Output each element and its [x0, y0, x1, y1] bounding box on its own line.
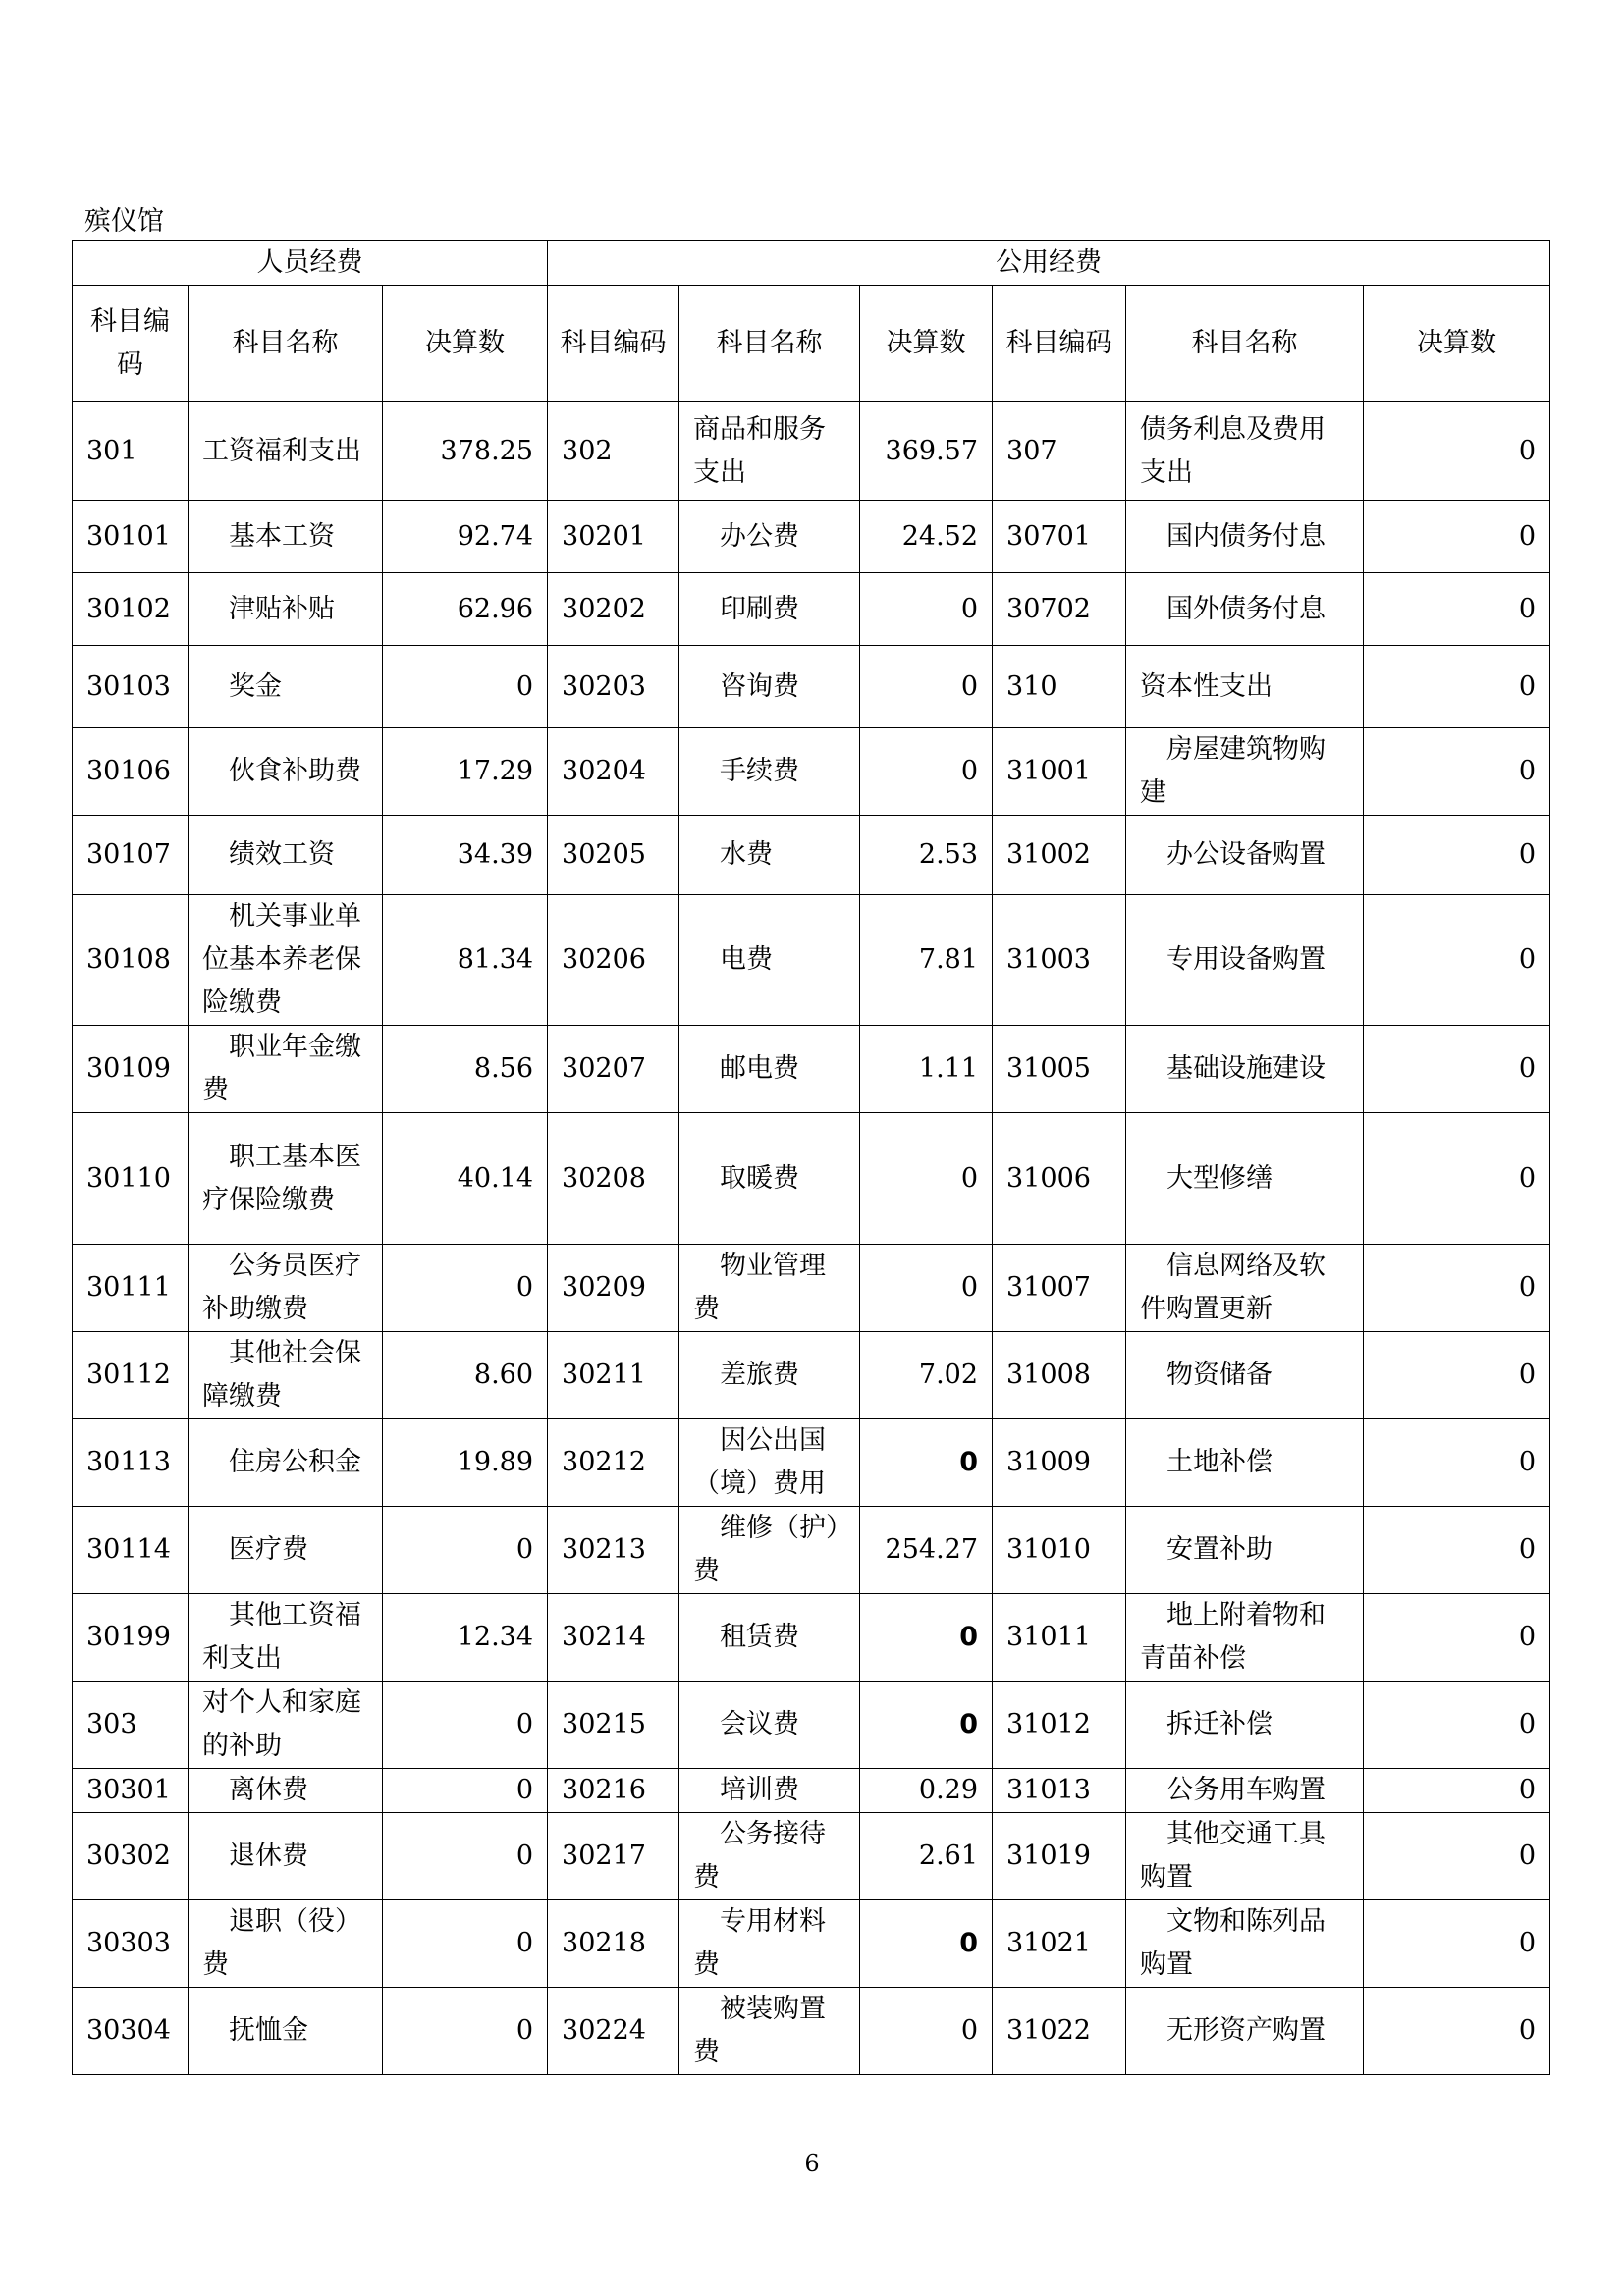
- amount-value: 24.52: [860, 501, 993, 573]
- subject-name: 资本性支出: [1126, 646, 1364, 728]
- header-code-2: 科目编码: [548, 286, 679, 402]
- subject-name: 差旅费: [679, 1332, 860, 1419]
- subject-name: 办公设备购置: [1126, 816, 1364, 895]
- subject-code: 30114: [73, 1507, 189, 1594]
- subject-name: 文物和陈列品购置: [1126, 1900, 1364, 1988]
- subject-code: 30218: [548, 1900, 679, 1988]
- subject-name: 无形资产购置: [1126, 1988, 1364, 2075]
- amount-value: 0: [383, 1682, 548, 1769]
- subject-code: 307: [993, 402, 1126, 501]
- subject-code: 30109: [73, 1026, 189, 1113]
- amount-value: 378.25: [383, 402, 548, 501]
- subject-name: 工资福利支出: [189, 402, 383, 501]
- subject-name: 信息网络及软件购置更新: [1126, 1245, 1364, 1332]
- subject-code: 31005: [993, 1026, 1126, 1113]
- subject-name: 公务用车购置: [1126, 1769, 1364, 1813]
- subject-code: 30206: [548, 895, 679, 1026]
- subject-name: 国内债务付息: [1126, 501, 1364, 573]
- amount-value: 0: [860, 1594, 993, 1682]
- subject-code: 30212: [548, 1419, 679, 1507]
- amount-value: 0: [1364, 573, 1550, 646]
- subject-name: 手续费: [679, 728, 860, 816]
- amount-value: 0: [1364, 501, 1550, 573]
- table-row: [73, 728, 1550, 816]
- subject-name: 大型修缮: [1126, 1113, 1364, 1245]
- header-name-1: 科目名称: [189, 286, 383, 402]
- table-row: [73, 1988, 1550, 2075]
- amount-value: 0: [860, 1682, 993, 1769]
- subject-code: 30203: [548, 646, 679, 728]
- subject-code: 30101: [73, 501, 189, 573]
- amount-value: 0.29: [860, 1769, 993, 1813]
- subject-name: 抚恤金: [189, 1988, 383, 2075]
- table-row: [73, 646, 1550, 728]
- amount-value: 0: [1364, 1594, 1550, 1682]
- subject-name: 被装购置费: [679, 1988, 860, 2075]
- header-name-2: 科目名称: [679, 286, 860, 402]
- subject-name: 职业年金缴费: [189, 1026, 383, 1113]
- table-row: [73, 816, 1550, 895]
- subject-code: 30207: [548, 1026, 679, 1113]
- page-number: 6: [804, 2150, 820, 2177]
- subject-name: 公务接待费: [679, 1813, 860, 1900]
- amount-value: 0: [383, 1813, 548, 1900]
- subject-name: 因公出国（境）费用: [679, 1419, 860, 1507]
- subject-code: 30301: [73, 1769, 189, 1813]
- subject-code: 30112: [73, 1332, 189, 1419]
- subject-name: 土地补偿: [1126, 1419, 1364, 1507]
- table-row: [73, 501, 1550, 573]
- amount-value: 2.61: [860, 1813, 993, 1900]
- table-row: [73, 1419, 1550, 1507]
- amount-value: 92.74: [383, 501, 548, 573]
- amount-value: 40.14: [383, 1113, 548, 1245]
- subject-name: 退职（役）费: [189, 1900, 383, 1988]
- subject-code: 310: [993, 646, 1126, 728]
- amount-value: 62.96: [383, 573, 548, 646]
- subject-name: 离休费: [189, 1769, 383, 1813]
- subject-name: 电费: [679, 895, 860, 1026]
- subject-code: 31003: [993, 895, 1126, 1026]
- table-row: [73, 1594, 1550, 1682]
- subject-name: 商品和服务支出: [679, 402, 860, 501]
- amount-value: 0: [1364, 1419, 1550, 1507]
- amount-value: 0: [1364, 1900, 1550, 1988]
- table-row: [73, 1813, 1550, 1900]
- subject-code: 30214: [548, 1594, 679, 1682]
- amount-value: 0: [860, 1988, 993, 2075]
- subject-code: 30213: [548, 1507, 679, 1594]
- subject-name: 专用材料费: [679, 1900, 860, 1988]
- subject-name: 租赁费: [679, 1594, 860, 1682]
- subject-code: 30106: [73, 728, 189, 816]
- amount-value: 8.60: [383, 1332, 548, 1419]
- subject-name: 印刷费: [679, 573, 860, 646]
- header-amount-2: 决算数: [860, 286, 993, 402]
- subject-name: 绩效工资: [189, 816, 383, 895]
- amount-value: 12.34: [383, 1594, 548, 1682]
- subject-name: 其他工资福利支出: [189, 1594, 383, 1682]
- subject-name: 伙食补助费: [189, 728, 383, 816]
- subject-name: 其他社会保障缴费: [189, 1332, 383, 1419]
- amount-value: 7.02: [860, 1332, 993, 1419]
- subject-code: 302: [548, 402, 679, 501]
- amount-value: 0: [1364, 1988, 1550, 2075]
- amount-value: 0: [860, 573, 993, 646]
- subject-code: 30701: [993, 501, 1126, 573]
- subject-code: 30199: [73, 1594, 189, 1682]
- subject-code: 31010: [993, 1507, 1126, 1594]
- subject-name: 地上附着物和青苗补偿: [1126, 1594, 1364, 1682]
- amount-value: 0: [383, 1245, 548, 1332]
- subject-code: 30108: [73, 895, 189, 1026]
- subject-code: 301: [73, 402, 189, 501]
- subject-name: 水费: [679, 816, 860, 895]
- table-row: [73, 1245, 1550, 1332]
- subject-name: 物资储备: [1126, 1332, 1364, 1419]
- subject-code: 30303: [73, 1900, 189, 1988]
- table-row: [73, 402, 1550, 501]
- subject-code: 30216: [548, 1769, 679, 1813]
- subject-code: 30302: [73, 1813, 189, 1900]
- group-personnel: 人员经费: [73, 241, 548, 286]
- subject-code: 30103: [73, 646, 189, 728]
- subject-code: 30202: [548, 573, 679, 646]
- subject-name: 津贴补贴: [189, 573, 383, 646]
- table-row: [73, 1900, 1550, 1988]
- amount-value: 34.39: [383, 816, 548, 895]
- subject-code: 30110: [73, 1113, 189, 1245]
- subject-name: 办公费: [679, 501, 860, 573]
- subject-code: 31012: [993, 1682, 1126, 1769]
- subject-name: 咨询费: [679, 646, 860, 728]
- amount-value: 0: [1364, 816, 1550, 895]
- subject-name: 邮电费: [679, 1026, 860, 1113]
- header-code-3: 科目编码: [993, 286, 1126, 402]
- amount-value: 0: [383, 1900, 548, 1988]
- subject-code: 31019: [993, 1813, 1126, 1900]
- amount-value: 0: [1364, 1682, 1550, 1769]
- subject-code: 30205: [548, 816, 679, 895]
- subject-name: 职工基本医疗保险缴费: [189, 1113, 383, 1245]
- subject-name: 基本工资: [189, 501, 383, 573]
- table-row: [73, 573, 1550, 646]
- amount-value: 0: [383, 1988, 548, 2075]
- subject-code: 31006: [993, 1113, 1126, 1245]
- expenditure-table: [72, 240, 1550, 2075]
- subject-code: 30113: [73, 1419, 189, 1507]
- subject-name: 对个人和家庭的补助: [189, 1682, 383, 1769]
- org-name: 殡仪馆: [84, 206, 164, 237]
- amount-value: 0: [860, 1900, 993, 1988]
- subject-code: 303: [73, 1682, 189, 1769]
- amount-value: 0: [1364, 1507, 1550, 1594]
- subject-name: 奖金: [189, 646, 383, 728]
- subject-name: 机关事业单位基本养老保险缴费: [189, 895, 383, 1026]
- subject-code: 30217: [548, 1813, 679, 1900]
- amount-value: 8.56: [383, 1026, 548, 1113]
- subject-name: 住房公积金: [189, 1419, 383, 1507]
- subject-code: 31021: [993, 1900, 1126, 1988]
- amount-value: 0: [1364, 895, 1550, 1026]
- subject-name: 会议费: [679, 1682, 860, 1769]
- amount-value: 0: [1364, 646, 1550, 728]
- header-amount-3: 决算数: [1364, 286, 1550, 402]
- table-row: [73, 1682, 1550, 1769]
- subject-name: 房屋建筑物购建: [1126, 728, 1364, 816]
- subject-code: 30215: [548, 1682, 679, 1769]
- subject-code: 31001: [993, 728, 1126, 816]
- amount-value: 17.29: [383, 728, 548, 816]
- amount-value: 0: [1364, 1026, 1550, 1113]
- subject-name: 维修（护）费: [679, 1507, 860, 1594]
- subject-name: 物业管理费: [679, 1245, 860, 1332]
- subject-name: 医疗费: [189, 1507, 383, 1594]
- subject-name: 其他交通工具购置: [1126, 1813, 1364, 1900]
- subject-code: 30209: [548, 1245, 679, 1332]
- header-amount-1: 决算数: [383, 286, 548, 402]
- subject-name: 安置补助: [1126, 1507, 1364, 1594]
- subject-code: 30304: [73, 1988, 189, 2075]
- subject-name: 专用设备购置: [1126, 895, 1364, 1026]
- amount-value: 0: [860, 1419, 993, 1507]
- amount-value: 0: [1364, 1813, 1550, 1900]
- subject-code: 30201: [548, 501, 679, 573]
- amount-value: 0: [860, 1113, 993, 1245]
- amount-value: 0: [860, 1245, 993, 1332]
- subject-code: 30102: [73, 573, 189, 646]
- subject-code: 30107: [73, 816, 189, 895]
- amount-value: 0: [1364, 1113, 1550, 1245]
- group-header-row: [73, 241, 1550, 286]
- subject-code: 31013: [993, 1769, 1126, 1813]
- subject-code: 30208: [548, 1113, 679, 1245]
- subject-code: 31007: [993, 1245, 1126, 1332]
- amount-value: 1.11: [860, 1026, 993, 1113]
- amount-value: 0: [1364, 1769, 1550, 1813]
- subject-name: 债务利息及费用支出: [1126, 402, 1364, 501]
- table-row: [73, 1769, 1550, 1813]
- header-name-3: 科目名称: [1126, 286, 1364, 402]
- subject-code: 31009: [993, 1419, 1126, 1507]
- subject-name: 国外债务付息: [1126, 573, 1364, 646]
- amount-value: 0: [860, 728, 993, 816]
- header-code-1: 科目编码: [73, 286, 189, 402]
- amount-value: 0: [1364, 1332, 1550, 1419]
- table-row: [73, 895, 1550, 1026]
- subject-name: 拆迁补偿: [1126, 1682, 1364, 1769]
- table-row: [73, 1026, 1550, 1113]
- subject-code: 31022: [993, 1988, 1126, 2075]
- subject-code: 31002: [993, 816, 1126, 895]
- subject-code: 30204: [548, 728, 679, 816]
- subject-code: 31008: [993, 1332, 1126, 1419]
- amount-value: 254.27: [860, 1507, 993, 1594]
- table-row: [73, 1332, 1550, 1419]
- amount-value: 0: [1364, 402, 1550, 501]
- subject-name: 取暖费: [679, 1113, 860, 1245]
- subject-name: 退休费: [189, 1813, 383, 1900]
- amount-value: 0: [1364, 728, 1550, 816]
- amount-value: 2.53: [860, 816, 993, 895]
- subject-name: 培训费: [679, 1769, 860, 1813]
- subject-name: 基础设施建设: [1126, 1026, 1364, 1113]
- subject-code: 30224: [548, 1988, 679, 2075]
- subject-code: 30111: [73, 1245, 189, 1332]
- group-public: 公用经费: [548, 241, 1550, 286]
- amount-value: 81.34: [383, 895, 548, 1026]
- amount-value: 369.57: [860, 402, 993, 501]
- column-header-row: [73, 286, 1550, 402]
- subject-code: 30702: [993, 573, 1126, 646]
- subject-code: 31011: [993, 1594, 1126, 1682]
- table-row: [73, 1507, 1550, 1594]
- amount-value: 19.89: [383, 1419, 548, 1507]
- table-row: [73, 1113, 1550, 1245]
- amount-value: 0: [383, 1507, 548, 1594]
- subject-name: 公务员医疗补助缴费: [189, 1245, 383, 1332]
- amount-value: 0: [383, 646, 548, 728]
- amount-value: 7.81: [860, 895, 993, 1026]
- amount-value: 0: [1364, 1245, 1550, 1332]
- amount-value: 0: [383, 1769, 548, 1813]
- amount-value: 0: [860, 646, 993, 728]
- subject-code: 30211: [548, 1332, 679, 1419]
